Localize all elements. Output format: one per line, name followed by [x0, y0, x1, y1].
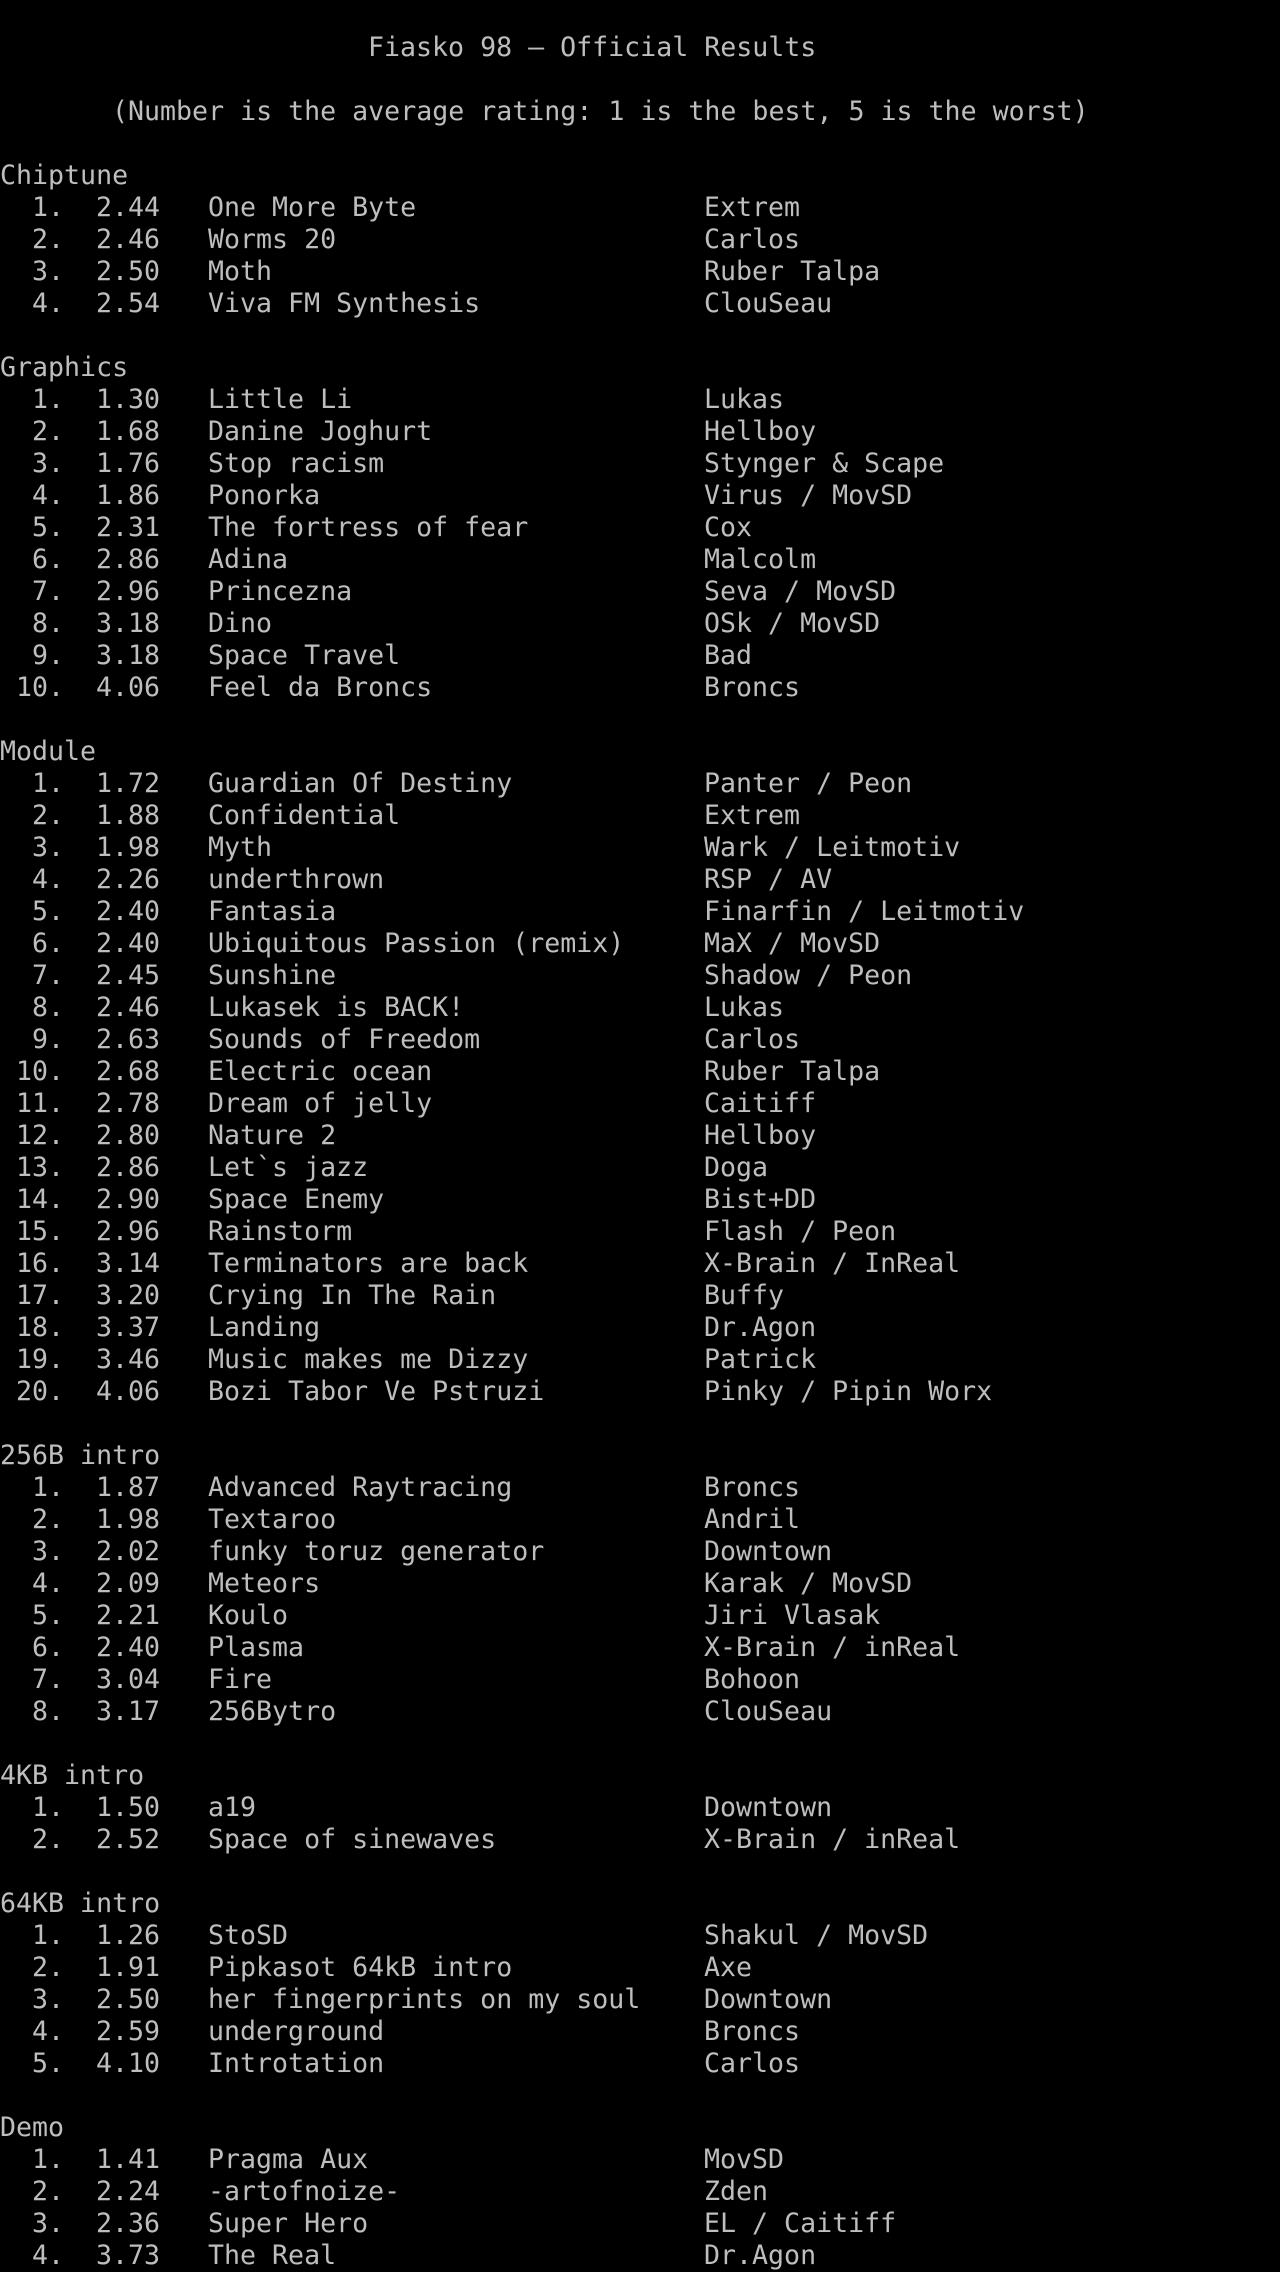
entry-author: Carlos	[704, 224, 801, 255]
entry-rank: 1.	[31, 2144, 64, 2175]
entry-rank: 8.	[31, 992, 64, 1023]
entry-rank: 9.	[31, 640, 64, 671]
result-row	[0, 384, 1280, 416]
entry-rating: 2.59	[96, 2016, 161, 2047]
entry-author: Andril	[704, 1504, 801, 1535]
result-row	[0, 1184, 1280, 1216]
entry-rating: 1.98	[96, 832, 161, 863]
entry-title: Super Hero	[208, 2208, 369, 2239]
entry-rating: 2.40	[96, 896, 161, 927]
result-row	[0, 1280, 1280, 1312]
entry-rank: 2.	[31, 224, 64, 255]
entry-title: Viva FM Synthesis	[208, 288, 481, 319]
entry-author: Wark / Leitmotiv	[704, 832, 961, 863]
entry-title: Plasma	[208, 1632, 305, 1663]
entry-title: Dream of jelly	[208, 1088, 433, 1119]
result-row	[0, 800, 1280, 832]
entry-title: Pipkasot 64kB intro	[208, 1952, 513, 1983]
entry-rating: 2.80	[96, 1120, 161, 1151]
entry-rating: 2.02	[96, 1536, 161, 1567]
entry-rating: 2.09	[96, 1568, 161, 1599]
entry-rank: 4.	[31, 2016, 64, 2047]
entry-rating: 3.18	[96, 608, 161, 639]
result-row	[0, 672, 1280, 704]
entry-title: Feel da Broncs	[208, 672, 433, 703]
entry-author: Hellboy	[704, 1120, 817, 1151]
entry-title: Textaroo	[208, 1504, 337, 1535]
entry-author: ClouSeau	[704, 288, 833, 319]
entry-rating: 2.40	[96, 928, 161, 959]
entry-author: MovSD	[704, 2144, 785, 2175]
section-title: Graphics	[0, 352, 129, 383]
section-demo	[0, 2112, 1280, 2272]
entry-title: Ponorka	[208, 480, 321, 511]
entry-author: Finarfin / Leitmotiv	[704, 896, 1025, 927]
entry-rank: 8.	[31, 608, 64, 639]
entry-rank: 11.	[15, 1088, 64, 1119]
entry-title: 256Bytro	[208, 1696, 337, 1727]
result-row	[0, 1216, 1280, 1248]
entry-rank: 5.	[31, 1600, 64, 1631]
entry-rating: 3.46	[96, 1344, 161, 1375]
entry-author: Extrem	[704, 800, 801, 831]
entry-author: Broncs	[704, 1472, 801, 1503]
entry-rank: 1.	[31, 384, 64, 415]
page-subtitle: (Number is the average rating: 1 is the best, 5 is the worst)	[112, 96, 1089, 127]
result-row	[0, 2144, 1280, 2176]
entry-author: Pinky / Pipin Worx	[704, 1376, 993, 1407]
entry-title: Princezna	[208, 576, 353, 607]
section-title: 64KB intro	[0, 1888, 161, 1919]
entry-rank: 13.	[15, 1152, 64, 1183]
entry-title: Landing	[208, 1312, 321, 1343]
result-row	[0, 1696, 1280, 1728]
entry-title: Sunshine	[208, 960, 337, 991]
result-row	[0, 2016, 1280, 2048]
result-row	[0, 640, 1280, 672]
entry-rating: 2.68	[96, 1056, 161, 1087]
entry-rank: 1.	[31, 1472, 64, 1503]
entry-rank: 2.	[31, 1952, 64, 1983]
entry-title: StoSD	[208, 1920, 289, 1951]
entry-rating: 2.86	[96, 544, 161, 575]
section-module	[0, 736, 1280, 1408]
result-row	[0, 2240, 1280, 2272]
entry-title: Advanced Raytracing	[208, 1472, 513, 1503]
entry-rating: 2.78	[96, 1088, 161, 1119]
entry-rating: 3.04	[96, 1664, 161, 1695]
entry-rating: 2.46	[96, 224, 161, 255]
entry-rating: 2.21	[96, 1600, 161, 1631]
entry-author: EL / Caitiff	[704, 2208, 897, 2239]
entry-rating: 2.96	[96, 576, 161, 607]
result-row	[0, 1376, 1280, 1408]
entry-author: Lukas	[704, 384, 785, 415]
entry-author: X-Brain / inReal	[704, 1632, 961, 1663]
entry-author: Malcolm	[704, 544, 817, 575]
result-row	[0, 1824, 1280, 1856]
entry-rank: 14.	[15, 1184, 64, 1215]
entry-rank: 15.	[15, 1216, 64, 1247]
entry-title: Myth	[208, 832, 273, 863]
entry-rank: 1.	[31, 1920, 64, 1951]
entry-title: Space of sinewaves	[208, 1824, 497, 1855]
entry-rank: 8.	[31, 1696, 64, 1727]
result-row	[0, 1920, 1280, 1952]
entry-rating: 2.86	[96, 1152, 161, 1183]
entry-author: Broncs	[704, 2016, 801, 2047]
entry-author: Downtown	[704, 1984, 833, 2015]
entry-rating: 2.40	[96, 1632, 161, 1663]
entry-title: -artofnoize-	[208, 2176, 401, 2207]
result-row	[0, 608, 1280, 640]
entry-rating: 2.45	[96, 960, 161, 991]
entry-title: Electric ocean	[208, 1056, 433, 1087]
result-row	[0, 1792, 1280, 1824]
result-row	[0, 1024, 1280, 1056]
entry-author: Carlos	[704, 1024, 801, 1055]
entry-rating: 2.31	[96, 512, 161, 543]
entry-author: Buffy	[704, 1280, 785, 1311]
entry-rating: 1.26	[96, 1920, 161, 1951]
entry-rank: 3.	[31, 256, 64, 287]
result-row	[0, 1632, 1280, 1664]
entry-rating: 3.73	[96, 2240, 161, 2271]
entry-author: Cox	[704, 512, 753, 543]
section-4kb-intro	[0, 1760, 1280, 1856]
entry-rating: 3.14	[96, 1248, 161, 1279]
entry-rating: 2.63	[96, 1024, 161, 1055]
entry-author: Dr.Agon	[704, 1312, 817, 1343]
entry-rating: 1.91	[96, 1952, 161, 1983]
entry-author: Shadow / Peon	[704, 960, 913, 991]
result-row	[0, 1536, 1280, 1568]
entry-title: Pragma Aux	[208, 2144, 369, 2175]
entry-title: Crying In The Rain	[208, 1280, 497, 1311]
entry-rank: 7.	[31, 1664, 64, 1695]
entry-rating: 4.10	[96, 2048, 161, 2079]
entry-author: Ruber Talpa	[704, 1056, 881, 1087]
entry-title: Dino	[208, 608, 273, 639]
entry-author: Axe	[704, 1952, 753, 1983]
result-row	[0, 576, 1280, 608]
result-row	[0, 480, 1280, 512]
section-title: 4KB intro	[0, 1760, 145, 1791]
entry-rank: 17.	[15, 1280, 64, 1311]
result-row	[0, 928, 1280, 960]
result-row	[0, 1248, 1280, 1280]
entry-rank: 4.	[31, 1568, 64, 1599]
entry-rating: 4.06	[96, 672, 161, 703]
entry-rank: 3.	[31, 1984, 64, 2015]
entry-author: Downtown	[704, 1536, 833, 1567]
entry-rating: 2.24	[96, 2176, 161, 2207]
entry-title: Let`s jazz	[208, 1152, 369, 1183]
entry-author: Broncs	[704, 672, 801, 703]
entry-rank: 9.	[31, 1024, 64, 1055]
section-title: Demo	[0, 2112, 65, 2143]
entry-title: Stop racism	[208, 448, 385, 479]
entry-rating: 1.86	[96, 480, 161, 511]
result-row	[0, 1600, 1280, 1632]
entry-rank: 2.	[31, 800, 64, 831]
entry-title: Danine Joghurt	[208, 416, 433, 447]
entry-rank: 4.	[31, 2240, 64, 2271]
entry-author: Patrick	[704, 1344, 817, 1375]
entry-rank: 1.	[31, 192, 64, 223]
entry-rank: 2.	[31, 2176, 64, 2207]
entry-rating: 1.30	[96, 384, 161, 415]
entry-rank: 2.	[31, 1504, 64, 1535]
entry-author: Stynger & Scape	[704, 448, 945, 479]
entry-title: Space Travel	[208, 640, 401, 671]
entry-title: Lukasek is BACK!	[208, 992, 465, 1023]
entry-title: Bozi Tabor Ve Pstruzi	[208, 1376, 545, 1407]
entry-rating: 2.44	[96, 192, 161, 223]
entry-rank: 1.	[31, 1792, 64, 1823]
entry-rank: 5.	[31, 2048, 64, 2079]
entry-rating: 3.37	[96, 1312, 161, 1343]
entry-rating: 1.87	[96, 1472, 161, 1503]
entry-rank: 10.	[15, 1056, 64, 1087]
entry-author: Zden	[704, 2176, 769, 2207]
entry-author: Lukas	[704, 992, 785, 1023]
result-row	[0, 832, 1280, 864]
entry-rank: 6.	[31, 928, 64, 959]
entry-title: Guardian Of Destiny	[208, 768, 513, 799]
entry-rating: 2.52	[96, 1824, 161, 1855]
entry-rating: 1.68	[96, 416, 161, 447]
entry-author: Ruber Talpa	[704, 256, 881, 287]
entry-title: Confidential	[208, 800, 401, 831]
entry-rank: 3.	[31, 1536, 64, 1567]
entry-rank: 5.	[31, 512, 64, 543]
entry-title: funky toruz generator	[208, 1536, 545, 1567]
entry-rank: 1.	[31, 768, 64, 799]
entry-title: Adina	[208, 544, 289, 575]
result-row	[0, 288, 1280, 320]
entry-author: Flash / Peon	[704, 1216, 897, 1247]
entry-author: Carlos	[704, 2048, 801, 2079]
entry-title: her fingerprints on my soul	[208, 1984, 641, 2015]
entry-title: Space Enemy	[208, 1184, 385, 1215]
entry-author: Shakul / MovSD	[704, 1920, 929, 1951]
entry-author: Seva / MovSD	[704, 576, 897, 607]
entry-rank: 7.	[31, 960, 64, 991]
entry-title: Koulo	[208, 1600, 289, 1631]
entry-title: Music makes me Dizzy	[208, 1344, 529, 1375]
entry-rank: 7.	[31, 576, 64, 607]
result-row	[0, 960, 1280, 992]
section-title: 256B intro	[0, 1440, 161, 1471]
entry-author: X-Brain / inReal	[704, 1824, 961, 1855]
entry-rank: 12.	[15, 1120, 64, 1151]
entry-title: The fortress of fear	[208, 512, 529, 543]
entry-title: a19	[208, 1792, 257, 1823]
entry-rank: 2.	[31, 1824, 64, 1855]
entry-title: underthrown	[208, 864, 385, 895]
entry-rank: 4.	[31, 288, 64, 319]
entry-rating: 2.54	[96, 288, 161, 319]
entry-title: Terminators are back	[208, 1248, 529, 1279]
result-row	[0, 1056, 1280, 1088]
section-256b-intro	[0, 1440, 1280, 1728]
entry-rating: 2.96	[96, 1216, 161, 1247]
entry-title: underground	[208, 2016, 385, 2047]
entry-author: X-Brain / InReal	[704, 1248, 961, 1279]
entry-author: Panter / Peon	[704, 768, 913, 799]
results-sections	[0, 160, 1280, 2272]
section-title: Chiptune	[0, 160, 129, 191]
entry-rating: 3.17	[96, 1696, 161, 1727]
result-row	[0, 864, 1280, 896]
entry-rating: 1.41	[96, 2144, 161, 2175]
entry-rating: 1.76	[96, 448, 161, 479]
entry-rank: 2.	[31, 416, 64, 447]
result-row	[0, 1152, 1280, 1184]
entry-rating: 4.06	[96, 1376, 161, 1407]
entry-rating: 1.50	[96, 1792, 161, 1823]
result-row	[0, 2176, 1280, 2208]
entry-title: Nature 2	[208, 1120, 337, 1151]
entry-rating: 2.36	[96, 2208, 161, 2239]
entry-author: Caitiff	[704, 1088, 817, 1119]
entry-author: Virus / MovSD	[704, 480, 913, 511]
result-row	[0, 1120, 1280, 1152]
entry-author: Bist+DD	[704, 1184, 817, 1215]
entry-rank: 18.	[15, 1312, 64, 1343]
entry-rating: 1.72	[96, 768, 161, 799]
result-row	[0, 2048, 1280, 2080]
entry-author: Dr.Agon	[704, 2240, 817, 2271]
entry-rank: 4.	[31, 864, 64, 895]
result-row	[0, 1344, 1280, 1376]
entry-author: Downtown	[704, 1792, 833, 1823]
entry-author: ClouSeau	[704, 1696, 833, 1727]
entry-title: Fantasia	[208, 896, 337, 927]
section-graphics	[0, 352, 1280, 704]
entry-author: MaX / MovSD	[704, 928, 881, 959]
result-row	[0, 896, 1280, 928]
entry-rank: 10.	[15, 672, 64, 703]
entry-rank: 16.	[15, 1248, 64, 1279]
entry-rank: 5.	[31, 896, 64, 927]
result-row	[0, 1984, 1280, 2016]
result-row	[0, 448, 1280, 480]
entry-title: Little Li	[208, 384, 353, 415]
entry-author: OSk / MovSD	[704, 608, 881, 639]
result-row	[0, 192, 1280, 224]
result-row	[0, 992, 1280, 1024]
entry-title: Ubiquitous Passion (remix)	[208, 928, 625, 959]
entry-author: Extrem	[704, 192, 801, 223]
entry-title: Moth	[208, 256, 273, 287]
entry-title: Rainstorm	[208, 1216, 353, 1247]
entry-title: Sounds of Freedom	[208, 1024, 481, 1055]
entry-rank: 20.	[15, 1376, 64, 1407]
result-row	[0, 2208, 1280, 2240]
entry-title: Introtation	[208, 2048, 385, 2079]
result-row	[0, 1472, 1280, 1504]
entry-author: RSP / AV	[704, 864, 833, 895]
entry-title: Meteors	[208, 1568, 321, 1599]
entry-rating: 2.50	[96, 1984, 161, 2015]
entry-rank: 4.	[31, 480, 64, 511]
entry-author: Bad	[704, 640, 753, 671]
entry-rating: 2.90	[96, 1184, 161, 1215]
entry-title: One More Byte	[208, 192, 417, 223]
entry-rank: 3.	[31, 2208, 64, 2239]
entry-rating: 3.18	[96, 640, 161, 671]
result-row	[0, 1568, 1280, 1600]
entry-author: Hellboy	[704, 416, 817, 447]
entry-rating: 1.88	[96, 800, 161, 831]
entry-title: Fire	[208, 1664, 273, 1695]
result-row	[0, 768, 1280, 800]
section-64kb-intro	[0, 1888, 1280, 2080]
entry-rank: 3.	[31, 832, 64, 863]
section-title: Module	[0, 736, 97, 767]
result-row	[0, 1088, 1280, 1120]
page-title: Fiasko 98 — Official Results	[368, 32, 817, 63]
entry-title: Worms 20	[208, 224, 337, 255]
entry-rating: 2.46	[96, 992, 161, 1023]
entry-author: Karak / MovSD	[704, 1568, 913, 1599]
entry-rating: 2.50	[96, 256, 161, 287]
entry-author: Doga	[704, 1152, 769, 1183]
result-row	[0, 1312, 1280, 1344]
result-row	[0, 1952, 1280, 1984]
entry-rank: 6.	[31, 544, 64, 575]
entry-rank: 19.	[15, 1344, 64, 1375]
entry-title: The Real	[208, 2240, 337, 2271]
entry-author: Bohoon	[704, 1664, 801, 1695]
result-row	[0, 1504, 1280, 1536]
entry-author: Jiri Vlasak	[704, 1600, 881, 1631]
entry-rating: 1.98	[96, 1504, 161, 1535]
result-row	[0, 1664, 1280, 1696]
result-row	[0, 256, 1280, 288]
result-row	[0, 544, 1280, 576]
entry-rank: 6.	[31, 1632, 64, 1663]
entry-rating: 2.26	[96, 864, 161, 895]
result-row	[0, 224, 1280, 256]
entry-rating: 3.20	[96, 1280, 161, 1311]
entry-rank: 3.	[31, 448, 64, 479]
section-chiptune	[0, 160, 1280, 320]
result-row	[0, 416, 1280, 448]
result-row	[0, 512, 1280, 544]
